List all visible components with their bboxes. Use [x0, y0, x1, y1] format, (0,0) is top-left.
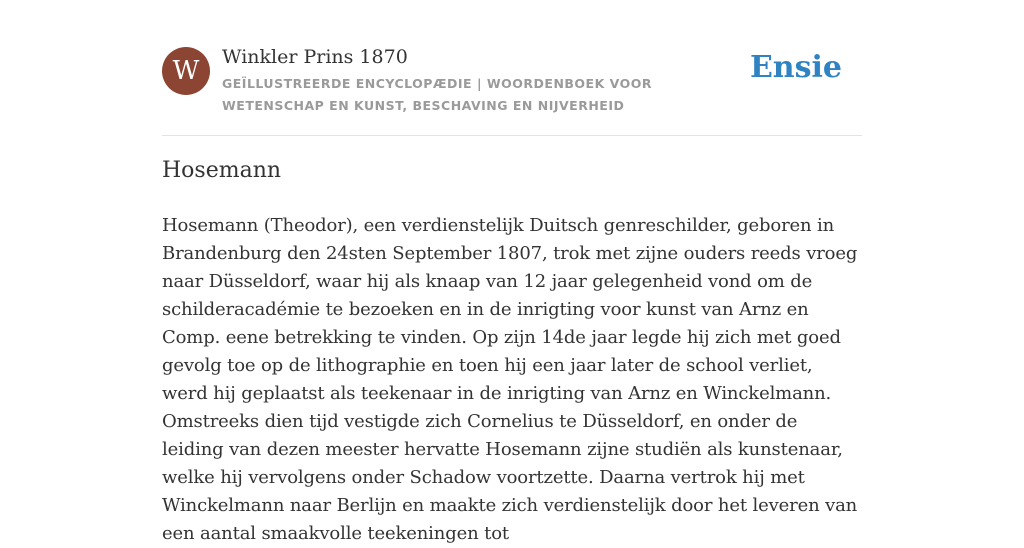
source-subtitle: GEÏLLUSTREERDE ENCYCLOPÆDIE | WOORDENBOEK VOOR WETENSCHAP EN KUNST, BESCHAVING EN NIJVERHEID: [222, 76, 652, 113]
source-header: [162, 44, 862, 136]
ensie-logo-link[interactable]: Ensie: [749, 50, 842, 85]
entry-body: Hosemann (Theodor), een verdienstelijk Duitsch genreschilder, geboren in Brandenburg den 24sten September 1807, trok met zijne ouders reeds vroeg naar Düsseldorf, waar hij als knaap van 12 jaar gelegenheid vond om de schilderacadémie te bezoeken en in de inrigting voor kunst van Arnz en Comp. eene betrekking te vinden. Op zijn 14de jaar legde hij zich met goed gevolg toe op de lithographie en toen hij een jaar later de school verliet, werd hij geplaatst als teekenaar in de inrigting van Arnz en Winckelmann. Omstreeks dien tijd vestigde zich Cornelius te Düsseldorf, en onder de leiding van dezen meester hervatte Hosemann zijne studiën als kunstenaar, welke hij vervolgens onder Schadow voortzette. Daarna vertrok hij met Winckelmann naar Berlijn en maakte zich verdienstelijk door het leveren van een aantal smaakvolle teekeningen tot: [162, 215, 858, 544]
entry-title: Hosemann: [162, 158, 282, 183]
source-title[interactable]: Winkler Prins 1870: [222, 46, 408, 68]
source-avatar[interactable]: W: [162, 47, 210, 95]
